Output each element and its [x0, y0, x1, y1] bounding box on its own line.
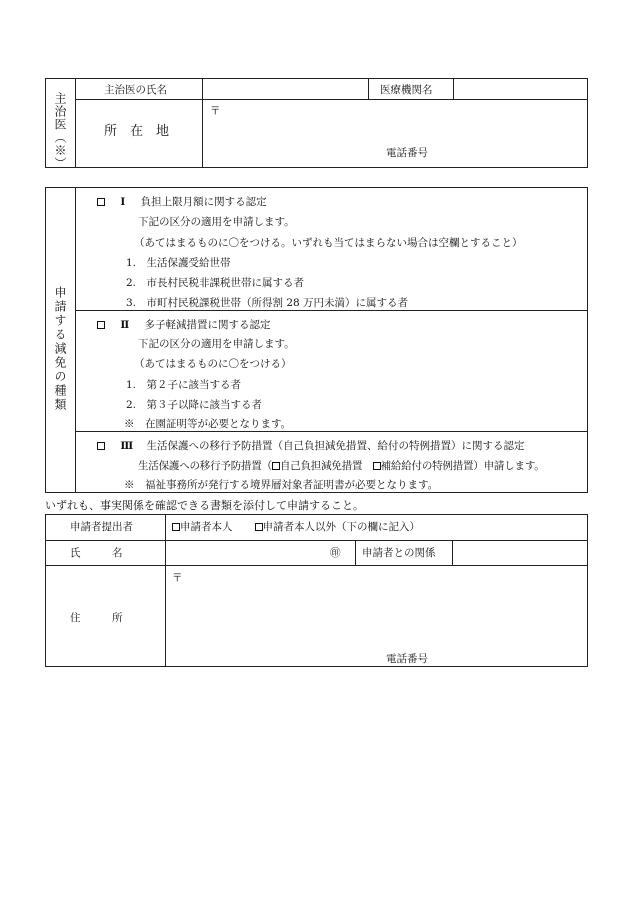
section1-numeral: Ⅰ [120, 196, 126, 208]
section3-numeral: Ⅲ [120, 440, 134, 452]
doctor-address-label: 所 在 地 [104, 124, 170, 139]
section2-item-2[interactable]: 2. 第３子以降に該当する者 [126, 399, 263, 411]
section3-line1 [138, 459, 545, 473]
submitter-options [172, 520, 420, 534]
seal-mark: ㊞ [330, 547, 341, 559]
doctor-phone-label: 電話番号 [386, 147, 428, 159]
submitter-self-checkbox[interactable] [172, 523, 180, 531]
section3-title: 生活保護への移行予防措置（自己負担減免措置、給付の特例措置）に関する認定 [146, 440, 525, 452]
institution-label: 医療機関名 [380, 84, 433, 96]
applicant-address-field[interactable] [170, 586, 582, 646]
applicant-postal-mark: 〒 [172, 572, 183, 584]
section2-line2: （あてはまるものに〇をつける） [134, 358, 292, 370]
supplement-benefit-checkbox[interactable] [373, 462, 381, 470]
submitter-other-checkbox[interactable] [255, 523, 263, 531]
section3-checkbox[interactable] [97, 442, 105, 450]
section2-note: ※ 在園証明等が必要となります。 [124, 418, 292, 430]
section2-numeral: Ⅱ [120, 319, 130, 331]
doctor-side-label: 主治医（※） [53, 92, 67, 170]
doctor-postal-mark: 〒 [210, 105, 221, 117]
section3-line1-pre: 生活保護への移行予防措置（ [138, 460, 272, 472]
submitter-label: 申請者提出者 [70, 521, 133, 533]
applicant-name-field[interactable] [170, 543, 350, 562]
submitter-self-label: 申請者本人 [180, 521, 233, 533]
relation-field[interactable] [456, 543, 584, 562]
supplement-benefit-label: 補給給付の特例措置 [380, 460, 474, 472]
institution-field[interactable] [457, 80, 585, 98]
section1-item-1[interactable]: 1. 生活保護受給世帯 [126, 257, 231, 269]
relation-label: 申請者との関係 [362, 547, 436, 559]
self-pay-reduction-checkbox[interactable] [272, 462, 280, 470]
applicant-phone-label: 電話番号 [386, 653, 428, 665]
section2-title: 多子軽減措置に関する認定 [144, 319, 271, 331]
section1-line2: （あてはまるものに〇をつける。いずれも当てはまらない場合は空欄とすること） [134, 237, 523, 249]
section1-item-2[interactable]: 2. 市長村民税非課税世帯に属する者 [126, 277, 305, 289]
section3-note: ※ 福祉事務所が発行する境界層対象者証明書が必要となります。 [124, 479, 439, 491]
applicant-address-label: 住 所 [70, 612, 123, 624]
attachment-notice: いずれも、事実関係を確認できる書類を添付して申請すること。 [45, 499, 364, 512]
section1-item-3[interactable]: 3. 市町村民税課税世帯（所得割 28 万円未満）に属する者 [126, 297, 409, 309]
applicant-name-label: 氏 名 [70, 547, 123, 559]
section2-line1: 下記の区分の適用を申請します。 [138, 338, 295, 350]
doctor-name-field[interactable] [206, 80, 364, 98]
section1-checkbox[interactable] [97, 198, 105, 206]
section1-line1: 下記の区分の適用を申請します。 [138, 216, 295, 228]
section2-checkbox[interactable] [97, 321, 105, 329]
section1-title: 負担上限月額に関する認定 [140, 196, 267, 208]
doctor-name-label: 主治医の氏名 [104, 84, 167, 96]
section2-item-1[interactable]: 1. 第２子に該当する者 [126, 379, 242, 391]
section2-heading [97, 318, 271, 332]
section1-heading [97, 195, 267, 209]
self-pay-reduction-label: 自己負担減免措置 [279, 460, 363, 472]
section3-line1-post: ）申請します。 [473, 460, 545, 472]
reduction-side-label: 申請する減免の種類 [53, 286, 67, 412]
section3-heading [97, 439, 524, 453]
submitter-other-label: 申請者本人以外（下の欄に記入） [262, 521, 420, 533]
